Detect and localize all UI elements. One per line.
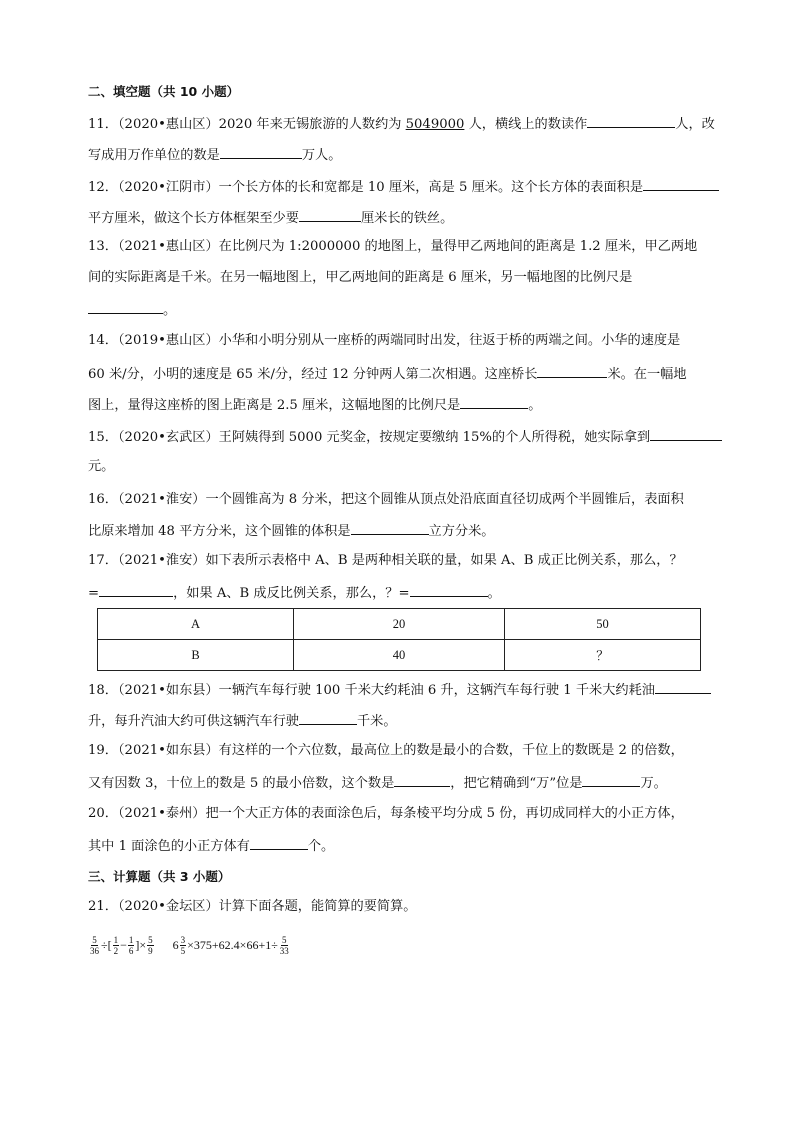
q20-line1: 20．（2021•泰州）把一个大正方体的表面涂色后，每条棱平均分成 5 份，再切成同样大的小正方体，	[88, 806, 684, 821]
q20-blank1[interactable]	[250, 836, 308, 850]
q16-line2: 比原来增加 48 平方分米，这个圆锥的体积是 立方分米。	[88, 521, 713, 541]
table-row	[98, 640, 701, 671]
q21-expression-1: $\frac{5}{36}$ ÷[ $\frac{1}{2}$ − $\frac{1}{6}$ ]× $\frac{5}{9}$	[90, 934, 153, 956]
fraction: $\frac{3}{5}$	[180, 934, 186, 956]
q14-line3: 图上，量得这座桥的图上距离是 2.5 厘米，这幅地图的比例尺是 。	[88, 395, 713, 415]
q17-blank2[interactable]	[410, 583, 488, 597]
q13-line1: 13．（2021•惠山区）在比例尺为 1:2000000 的地图上，量得甲乙两地间的距离是 1.2 厘米，甲乙两地	[88, 239, 698, 254]
q21-line1: 21．（2020•金坛区）计算下面各题，能简算的要简算。	[88, 899, 417, 914]
q18-blank2[interactable]	[299, 711, 357, 725]
q21-expressions	[88, 930, 291, 960]
q17-blank1[interactable]	[99, 583, 173, 597]
q18-blank1[interactable]	[655, 680, 711, 694]
q17-line2: = ，如果 A、B 成反比例关系，那么，？= 。	[88, 583, 713, 603]
fraction: $\frac{5}{36}$	[90, 934, 99, 956]
q12-line2: 平方厘米，做这个长方体框架至少要 厘米长的铁丝。	[88, 208, 713, 228]
q12-blank1[interactable]	[643, 177, 719, 191]
q11-blank1[interactable]	[587, 114, 675, 128]
q13-line3: 。	[88, 300, 713, 320]
q19-line2: 又有因数 3，十位上的数是 5 的最小倍数，这个数是 ，把它精确到“万”位是 万。	[88, 773, 713, 793]
section-calculation-title: 三、计算题（共 3 小题）	[88, 869, 231, 884]
table-cell: ？	[505, 640, 701, 671]
q14-line1: 14．（2019•惠山区）小华和小明分别从一座桥的两端同时出发，往返于桥的两端之间。小华的速度是	[88, 333, 681, 348]
table-cell: 40	[294, 640, 505, 671]
q14-blank1[interactable]	[537, 364, 607, 378]
q19-blank1[interactable]	[394, 773, 450, 787]
table-cell: A	[98, 609, 294, 640]
q17-line1: 17．（2021•淮安）如下表所示表格中 A、B 是两种相关联的量，如果 A、B 成正比例关系，那么，？	[88, 553, 683, 568]
q16-blank1[interactable]	[351, 521, 429, 535]
q13-blank1[interactable]	[88, 300, 163, 314]
q14-line2: 60 米/分，小明的速度是 65 米/分，经过 12 分钟两人第二次相遇。这座桥长 米。在一幅地	[88, 364, 713, 384]
q20-line2: 其中 1 面涂色的小正方体有 个。	[88, 836, 713, 856]
table-cell: B	[98, 640, 294, 671]
q18-line1: 18．（2021•如东县）一辆汽车每行驶 100 千米大约耗油 6 升，这辆汽车每行驶 1 千米大约耗油	[88, 680, 713, 700]
q19-blank2[interactable]	[582, 773, 640, 787]
q15-line1: 15．（2020•玄武区）王阿姨得到 5000 元奖金，按规定要缴纳 15%的个人所得税，她实际拿到	[88, 427, 713, 447]
fraction: $\frac{1}{2}$	[113, 934, 119, 956]
q16-line1: 16．（2021•淮安）一个圆锥高为 8 分米，把这个圆锥从顶点处沿底面直径切成两个半圆锥后，表面积	[88, 492, 684, 507]
q21-expression-2: 6 $\frac{3}{5}$ ×375+62.4×66+1÷ $\frac{5}{33}$	[172, 934, 289, 956]
section-fill-blank-title: 二、填空题（共 10 小题）	[88, 84, 240, 99]
q12-blank2[interactable]	[299, 208, 361, 222]
q12-line1: 12．（2020•江阴市）一个长方体的长和宽都是 10 厘米，高是 5 厘米。这个长方体的表面积是	[88, 177, 713, 197]
q17-table	[97, 608, 701, 671]
q15-blank1[interactable]	[650, 427, 722, 441]
q11-line1: 11．（2020•惠山区）2020 年来无锡旅游的人数约为 5049000 人，横线上的数读作 人，改	[88, 114, 713, 134]
table-cell: 50	[505, 609, 701, 640]
table-row	[98, 609, 701, 640]
table-cell: 20	[294, 609, 505, 640]
q13-line2: 间的实际距离是千米。在另一幅地图上，甲乙两地间的距离是 6 厘米，另一幅地图的比例尺是	[88, 270, 633, 285]
q11-line2: 写成用万作单位的数是 万人。	[88, 145, 713, 165]
q19-line1: 19．（2021•如东县）有这样的一个六位数，最高位上的数是最小的合数，千位上的数既是 2 的倍数，	[88, 743, 684, 758]
fraction: $\frac{5}{9}$	[148, 934, 153, 956]
q18-line2: 升，每升汽油大约可供这辆汽车行驶 千米。	[88, 711, 713, 731]
q15-line2: 元。	[88, 459, 115, 474]
q11-blank2[interactable]	[220, 145, 302, 159]
fraction: $\frac{1}{6}$	[128, 934, 134, 956]
q14-blank2[interactable]	[460, 395, 528, 409]
fraction: $\frac{5}{33}$	[279, 934, 289, 956]
